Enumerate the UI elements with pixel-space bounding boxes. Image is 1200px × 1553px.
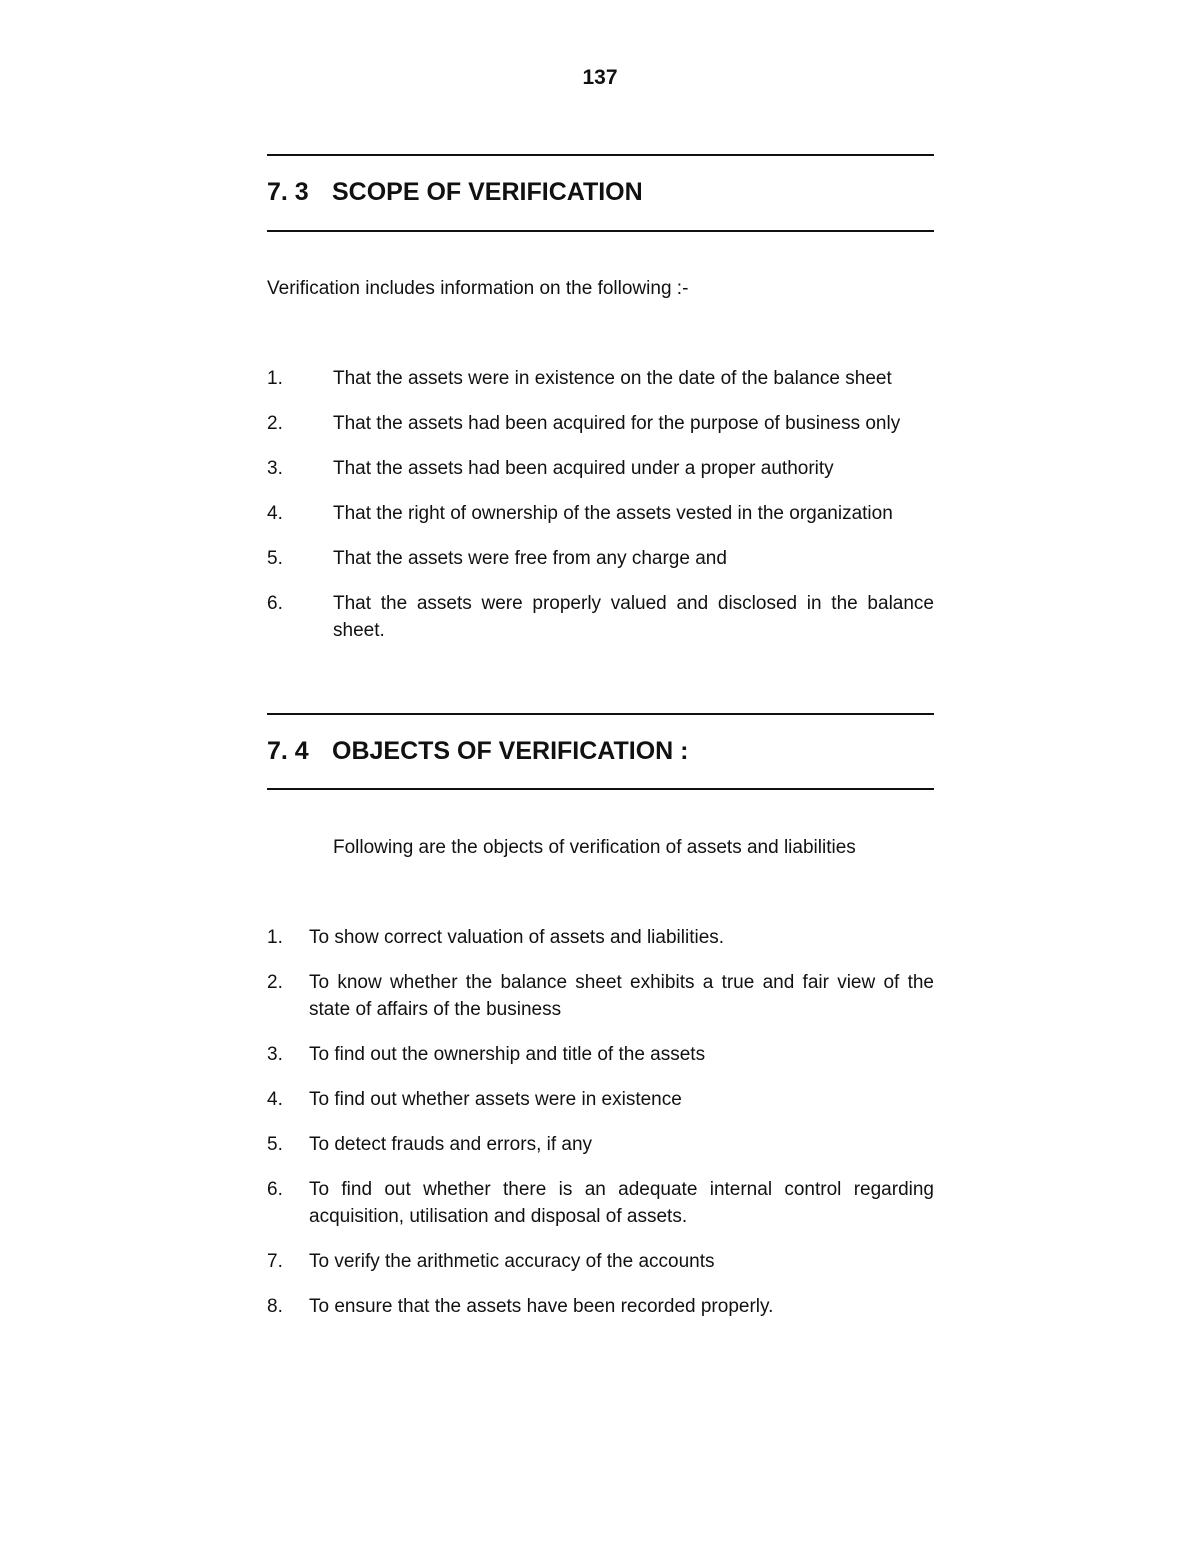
list-item [267, 1086, 934, 1113]
item-number: 6. [267, 1179, 283, 1200]
list-item [267, 1293, 934, 1320]
list-item [267, 1131, 934, 1158]
item-text: To know whether the balance sheet exhibits a true and fair view of the state of affairs of the business [309, 972, 934, 1020]
item-text: That the assets had been acquired for the purpose of business only [333, 413, 901, 434]
item-number: 4. [267, 503, 283, 524]
item-number: 8. [267, 1296, 283, 1317]
item-number: 3. [267, 458, 283, 479]
section-heading [267, 737, 689, 766]
section-intro: Following are the objects of verification of assets and liabilities [333, 837, 856, 858]
section-title: OBJECTS OF VERIFICATION : [332, 737, 689, 765]
item-number: 7. [267, 1251, 283, 1272]
item-text: To show correct valuation of assets and liabilities. [309, 927, 725, 948]
section-divider-top [267, 154, 934, 156]
item-text: To detect frauds and errors, if any [309, 1134, 593, 1155]
item-text: To find out the ownership and title of the assets [309, 1044, 706, 1065]
item-text: That the assets were in existence on the date of the balance sheet [333, 368, 892, 389]
list-item [267, 969, 934, 1023]
item-number: 3. [267, 1044, 283, 1065]
item-number: 6. [267, 593, 283, 614]
item-number: 4. [267, 1089, 283, 1110]
item-number: 2. [267, 972, 283, 993]
list-item [267, 365, 934, 392]
list-item [267, 455, 934, 482]
list-item [267, 1248, 934, 1275]
list-item [267, 924, 934, 951]
section-number: 7. 3 [267, 178, 309, 206]
list-item [267, 1176, 934, 1230]
scope-list [267, 365, 934, 662]
item-text: To find out whether assets were in existence [309, 1089, 682, 1110]
section-number: 7. 4 [267, 737, 309, 765]
item-text: To verify the arithmetic accuracy of the accounts [309, 1251, 715, 1272]
item-number: 5. [267, 548, 283, 569]
item-text: To find out whether there is an adequate internal control regarding acquisition, utilisation and disposal of assets. [309, 1179, 934, 1227]
list-item [267, 1041, 934, 1068]
item-text: That the assets were free from any charge and [333, 548, 727, 569]
list-item [267, 410, 934, 437]
list-item [267, 500, 934, 527]
item-text: That the right of ownership of the assets vested in the organization [333, 503, 893, 524]
page-number: 137 [582, 66, 618, 89]
item-text: That the assets were properly valued and disclosed in the balance sheet. [333, 593, 934, 641]
section-divider-bottom [267, 230, 934, 232]
section-divider-bottom [267, 788, 934, 790]
item-number: 1. [267, 368, 283, 389]
section-heading [267, 178, 643, 207]
section-divider-top [267, 713, 934, 715]
section-title: SCOPE OF VERIFICATION [332, 178, 643, 206]
item-text: To ensure that the assets have been recorded properly. [309, 1296, 774, 1317]
list-item [267, 545, 934, 572]
section-intro: Verification includes information on the following :- [267, 278, 689, 299]
item-number: 1. [267, 927, 283, 948]
objects-list [267, 924, 934, 1338]
item-number: 2. [267, 413, 283, 434]
item-number: 5. [267, 1134, 283, 1155]
list-item [267, 590, 934, 644]
item-text: That the assets had been acquired under a proper authority [333, 458, 834, 479]
